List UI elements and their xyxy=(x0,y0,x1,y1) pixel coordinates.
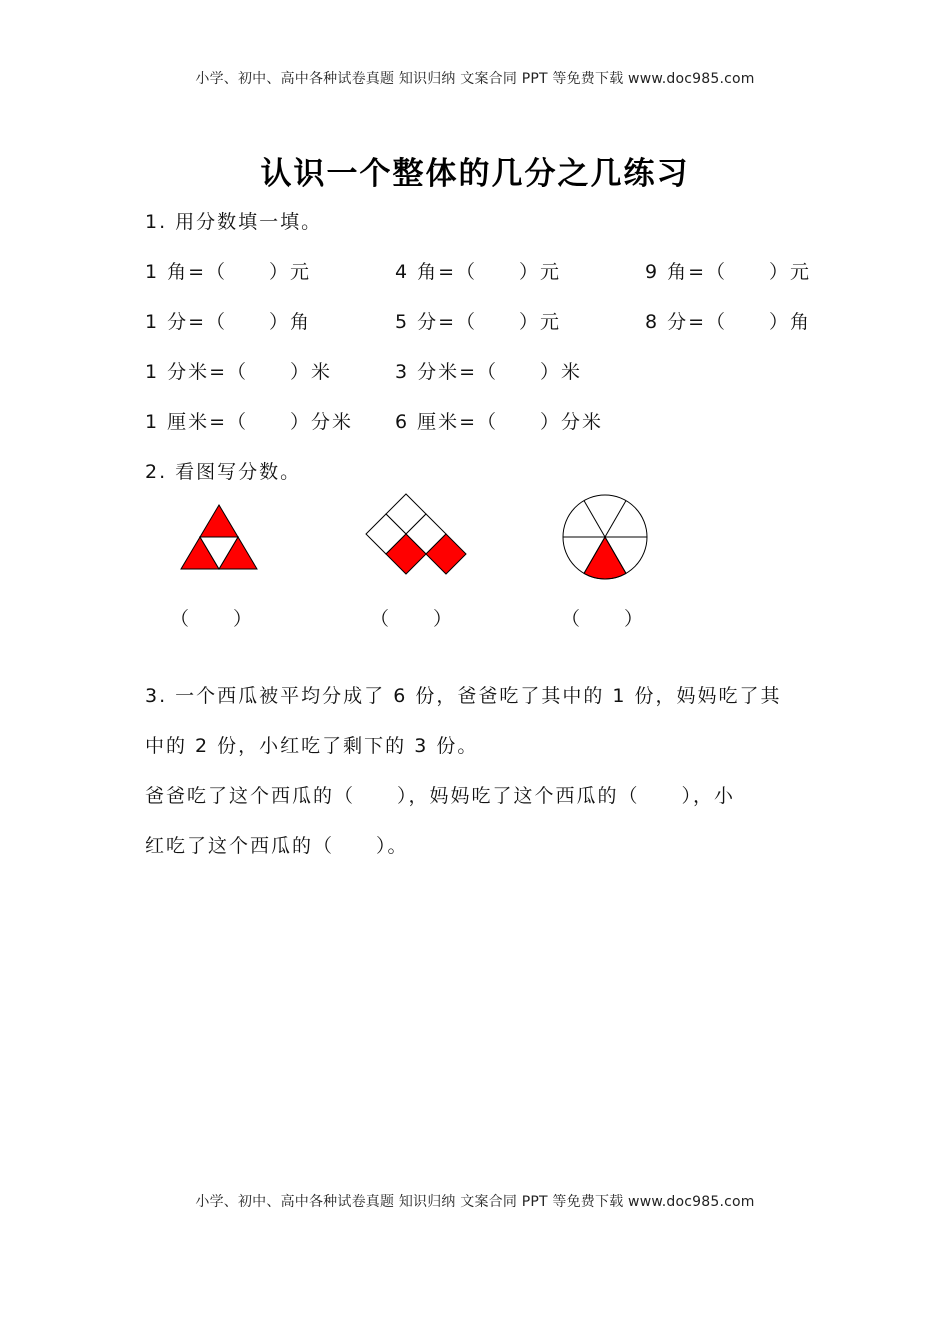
q1-row2-col2: 5 分=（ ）元 xyxy=(395,311,562,333)
triangle-shaded-top xyxy=(200,505,238,537)
q1-row1-col2: 4 角=（ ）元 xyxy=(395,261,562,283)
q2-answer-blank-1: （ ） xyxy=(170,608,255,630)
circle-sector-shaded xyxy=(584,537,626,579)
q3-line-1: 3. 一个西瓜被平均分成了 6 份，爸爸吃了其中的 1 份，妈妈吃了其 xyxy=(145,685,782,707)
figure-circle xyxy=(560,493,650,583)
q1-row2-col3: 8 分=（ ）角 xyxy=(645,311,812,333)
q3-line-3: 爸爸吃了这个西瓜的（ ），妈妈吃了这个西瓜的（ ），小 xyxy=(145,785,736,807)
q1-row3-col1: 1 分米=（ ）米 xyxy=(145,361,333,383)
q1-row3-col2: 3 分米=（ ）米 xyxy=(395,361,583,383)
figure-triangle xyxy=(179,502,259,570)
q1-row4-col1: 1 厘米=（ ）分米 xyxy=(145,411,354,433)
q1-row4-col2: 6 厘米=（ ）分米 xyxy=(395,411,604,433)
circle-divider-3 xyxy=(605,501,626,537)
q1-row1-col1: 1 角=（ ）元 xyxy=(145,261,312,283)
q1-heading: 1. 用分数填一填。 xyxy=(145,211,323,233)
q2-heading: 2. 看图写分数。 xyxy=(145,461,302,483)
q3-line-4: 红吃了这个西瓜的（ ）。 xyxy=(145,835,409,857)
q2-answer-blank-3: （ ） xyxy=(561,608,646,630)
figure-diamonds xyxy=(364,492,474,582)
q1-row2-col1: 1 分=（ ）角 xyxy=(145,311,312,333)
page-footer: 小学、初中、高中各种试卷真题 知识归纳 文案合同 PPT 等免费下载 www.doc985.com xyxy=(195,1194,755,1210)
page-header: 小学、初中、高中各种试卷真题 知识归纳 文案合同 PPT 等免费下载 www.doc985.com xyxy=(195,71,755,87)
circle-divider-4 xyxy=(584,501,605,537)
q2-answer-blank-2: （ ） xyxy=(370,608,455,630)
page-title: 认识一个整体的几分之几练习 xyxy=(260,156,690,192)
q1-row1-col3: 9 角=（ ）元 xyxy=(645,261,812,283)
q3-line-2: 中的 2 份，小红吃了剩下的 3 份。 xyxy=(145,735,479,757)
